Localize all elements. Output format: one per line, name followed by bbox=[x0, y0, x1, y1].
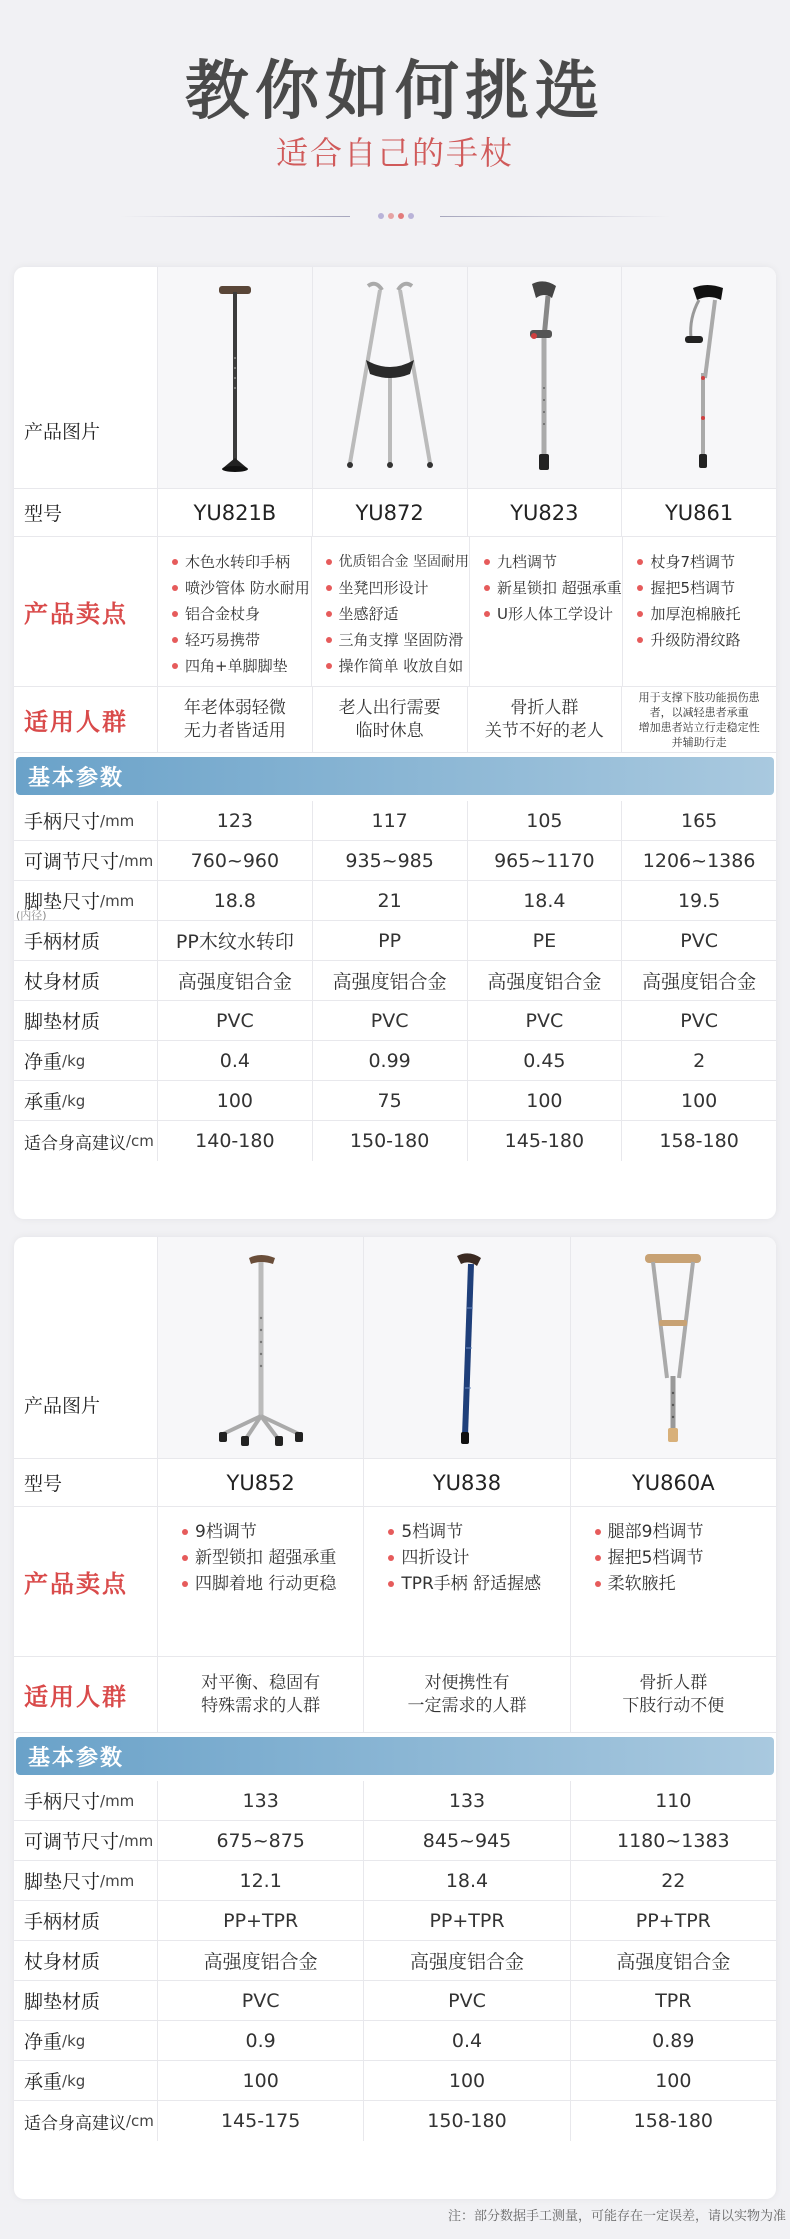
feature-item: 九档调节 bbox=[484, 549, 623, 575]
param-row-load bbox=[14, 1081, 776, 1121]
value-cell: 158-180 bbox=[633, 2110, 714, 2132]
value-cell: 117 bbox=[313, 801, 468, 840]
feature-item: 四角+单脚脚垫 bbox=[172, 653, 311, 679]
value-cell: PP木纹水转印 bbox=[158, 921, 313, 960]
param-row-adjust-size bbox=[14, 841, 776, 881]
product-image-yu860a bbox=[571, 1237, 776, 1458]
value-cell: 12.1 bbox=[158, 1861, 364, 1900]
value-cell: 100 bbox=[680, 1089, 718, 1112]
feature-item: 铝合金杖身 bbox=[172, 601, 311, 627]
image-row bbox=[14, 267, 776, 489]
feature-item: 木色水转印手柄 bbox=[172, 549, 311, 575]
model-row bbox=[14, 489, 776, 537]
value-cell: PVC bbox=[680, 1009, 718, 1032]
forearm-crutch-icon bbox=[504, 278, 584, 478]
feature-item: 坐凳凹形设计 bbox=[326, 575, 469, 601]
model-row bbox=[14, 1459, 776, 1507]
people-cell: 对便携性有 一定需求的人群 bbox=[364, 1657, 570, 1732]
param-row-height bbox=[14, 2101, 776, 2141]
section-header-params: 基本参数 bbox=[16, 1737, 774, 1775]
people-cell: 骨折人群 下肢行动不便 bbox=[622, 1672, 725, 1716]
value-cell: 100 bbox=[468, 1081, 623, 1120]
people-cell: 年老体弱轻微 无力者皆适用 bbox=[158, 687, 313, 752]
value-cell: 145-175 bbox=[158, 2101, 364, 2141]
param-row-pad-material bbox=[14, 1981, 776, 2021]
row-label-model: 型号 bbox=[14, 1459, 158, 1506]
param-row-handle-material bbox=[14, 921, 776, 961]
image-row bbox=[14, 1237, 776, 1459]
features-cell bbox=[623, 537, 776, 686]
row-label: 可调节尺寸 /mm bbox=[14, 1821, 158, 1860]
param-row-handle-size bbox=[14, 1781, 776, 1821]
people-cell: 骨折人群 关节不好的老人 bbox=[468, 687, 623, 752]
value-cell: PVC bbox=[468, 1001, 623, 1040]
value-cell: 高强度铝合金 bbox=[364, 1941, 570, 1980]
value-cell: 845~945 bbox=[364, 1821, 570, 1860]
model-cell: YU823 bbox=[468, 489, 623, 536]
row-label: 脚垫尺寸 /mm (内径) bbox=[14, 881, 158, 920]
quad-cane-icon bbox=[201, 1248, 321, 1448]
param-row-handle-size bbox=[14, 801, 776, 841]
value-cell: 2 bbox=[693, 1049, 706, 1072]
value-cell: 1206~1386 bbox=[642, 849, 756, 872]
value-cell: 133 bbox=[364, 1781, 570, 1820]
features-cell bbox=[312, 537, 470, 686]
model-cell: YU860A bbox=[631, 1470, 715, 1495]
param-row-height bbox=[14, 1121, 776, 1161]
product-image-yu872 bbox=[313, 267, 468, 488]
features-cell bbox=[364, 1507, 570, 1656]
value-cell: PVC bbox=[364, 1981, 570, 2020]
value-cell: 1180~1383 bbox=[617, 1829, 730, 1852]
param-row-pad-material bbox=[14, 1001, 776, 1041]
model-cell: YU861 bbox=[664, 500, 734, 525]
folding-cane-icon bbox=[427, 1248, 507, 1448]
page-subtitle: 适合自己的手杖 bbox=[275, 134, 514, 172]
single-cane-icon bbox=[195, 278, 275, 478]
armpit-crutch-icon bbox=[659, 278, 739, 478]
value-cell: 高强度铝合金 bbox=[158, 961, 313, 1000]
feature-item: 杖身7档调节 bbox=[637, 549, 776, 575]
model-cell: YU821B bbox=[158, 489, 313, 536]
value-cell: 高强度铝合金 bbox=[468, 961, 623, 1000]
feature-item: 腿部9档调节 bbox=[595, 1519, 776, 1545]
comparison-table-1 bbox=[14, 267, 776, 1219]
row-label: 承重 /kg bbox=[14, 1081, 158, 1120]
value-cell: 18.8 bbox=[158, 881, 313, 920]
value-cell: 105 bbox=[468, 801, 623, 840]
value-cell: PVC bbox=[158, 1001, 313, 1040]
row-label: 杖身材质 bbox=[14, 961, 158, 1000]
value-cell: 0.4 bbox=[364, 2021, 570, 2060]
value-cell: 675~875 bbox=[158, 1821, 364, 1860]
feature-item: 喷沙管体 防水耐用 bbox=[172, 575, 311, 601]
row-label: 手柄尺寸 /mm bbox=[14, 801, 158, 840]
value-cell: 145-180 bbox=[468, 1121, 623, 1161]
feature-item: 握把5档调节 bbox=[595, 1545, 776, 1571]
row-label: 手柄材质 bbox=[14, 921, 158, 960]
value-cell: 165 bbox=[680, 809, 718, 832]
model-cell: YU838 bbox=[364, 1459, 570, 1506]
value-cell: 123 bbox=[158, 801, 313, 840]
row-label: 杖身材质 bbox=[14, 1941, 158, 1980]
feature-item: 坐感舒适 bbox=[326, 601, 469, 627]
product-image-yu861 bbox=[622, 267, 776, 488]
value-cell: 133 bbox=[158, 1781, 364, 1820]
value-cell: 100 bbox=[655, 2069, 692, 2092]
value-cell: 100 bbox=[158, 2061, 364, 2100]
footnote: 注：部分数据手工测量，可能存在一定误差，请以实物为准 bbox=[447, 2209, 786, 2224]
value-cell: 760~960 bbox=[158, 841, 313, 880]
value-cell: 21 bbox=[313, 881, 468, 920]
value-cell: PE bbox=[468, 921, 623, 960]
value-cell: 0.45 bbox=[468, 1041, 623, 1080]
feature-item: TPR手柄 舒适握感 bbox=[388, 1571, 569, 1597]
value-cell: 150-180 bbox=[313, 1121, 468, 1161]
feature-item: 柔软腋托 bbox=[595, 1571, 776, 1597]
people-cell: 用于支撑下肢功能损伤患 者，以减轻患者承重 增加患者站立行走稳定性 并辅助行走 bbox=[638, 690, 760, 749]
feature-item: 握把5档调节 bbox=[637, 575, 776, 601]
row-label: 适合身高建议 /cm bbox=[14, 1121, 158, 1161]
features-cell bbox=[158, 537, 312, 686]
param-row-body-material bbox=[14, 961, 776, 1001]
value-cell: 0.89 bbox=[652, 2029, 695, 2052]
row-label: 净重 /kg bbox=[14, 1041, 158, 1080]
param-row-handle-material bbox=[14, 1901, 776, 1941]
row-label: 手柄尺寸 /mm bbox=[14, 1781, 158, 1820]
divider-ornament bbox=[120, 208, 670, 224]
feature-item: 新星锁扣 超强承重 bbox=[484, 575, 623, 601]
row-label-model: 型号 bbox=[14, 489, 158, 536]
page-header bbox=[0, 0, 790, 260]
value-cell: 高强度铝合金 bbox=[313, 961, 468, 1000]
value-cell: PVC bbox=[680, 929, 718, 952]
value-cell: 0.4 bbox=[158, 1041, 313, 1080]
value-cell: 高强度铝合金 bbox=[616, 1951, 731, 1973]
value-cell: 19.5 bbox=[677, 889, 721, 912]
param-row-weight bbox=[14, 2021, 776, 2061]
feature-item: 四折设计 bbox=[388, 1545, 569, 1571]
section-header-params: 基本参数 bbox=[16, 757, 774, 795]
row-label: 净重 /kg bbox=[14, 2021, 158, 2060]
product-image-yu821b bbox=[158, 267, 313, 488]
features-cell bbox=[158, 1507, 364, 1656]
value-cell: 18.4 bbox=[364, 1861, 570, 1900]
feature-item: 轻巧易携带 bbox=[172, 627, 311, 653]
value-cell: 18.4 bbox=[468, 881, 623, 920]
value-cell: 0.9 bbox=[158, 2021, 364, 2060]
value-cell: 100 bbox=[158, 1081, 313, 1120]
features-cell bbox=[571, 1507, 776, 1656]
value-cell: 110 bbox=[655, 1789, 692, 1812]
value-cell: 0.99 bbox=[313, 1041, 468, 1080]
row-label: 承重 /kg bbox=[14, 2061, 158, 2100]
value-cell: 140-180 bbox=[158, 1121, 313, 1161]
value-cell: PVC bbox=[158, 1981, 364, 2020]
value-cell: PVC bbox=[313, 1001, 468, 1040]
model-cell: YU872 bbox=[313, 489, 468, 536]
people-row bbox=[14, 1657, 776, 1733]
feature-item: 加厚泡棉腋托 bbox=[637, 601, 776, 627]
features-cell bbox=[470, 537, 624, 686]
row-label: 手柄材质 bbox=[14, 1901, 158, 1940]
people-cell: 老人出行需要 临时休息 bbox=[313, 687, 468, 752]
seat-cane-icon bbox=[330, 278, 450, 478]
value-cell: 100 bbox=[364, 2061, 570, 2100]
value-cell: 150-180 bbox=[364, 2101, 570, 2141]
row-label: 脚垫材质 bbox=[14, 1981, 158, 2020]
feature-item: U形人体工学设计 bbox=[484, 601, 623, 627]
product-image-yu823 bbox=[468, 267, 623, 488]
row-label-features: 产品卖点 bbox=[14, 1507, 158, 1656]
feature-item: 优质铝合金 坚固耐用 bbox=[326, 549, 469, 575]
row-label: 适合身高建议 /cm bbox=[14, 2101, 158, 2141]
param-row-pad-size bbox=[14, 881, 776, 921]
page-title: 教你如何挑选 bbox=[185, 55, 605, 129]
value-cell: PP+TPR bbox=[158, 1901, 364, 1940]
value-cell: PP+TPR bbox=[364, 1901, 570, 1940]
feature-item: 9档调节 bbox=[182, 1519, 363, 1545]
param-row-pad-size bbox=[14, 1861, 776, 1901]
model-cell: YU852 bbox=[158, 1459, 364, 1506]
product-image-yu838 bbox=[364, 1237, 570, 1458]
row-label: 可调节尺寸 /mm bbox=[14, 841, 158, 880]
value-cell: 75 bbox=[313, 1081, 468, 1120]
value-cell: 158-180 bbox=[659, 1130, 739, 1152]
comparison-table-2 bbox=[14, 1237, 776, 2199]
value-cell: 高强度铝合金 bbox=[642, 971, 757, 993]
param-row-load bbox=[14, 2061, 776, 2101]
feature-item: 三角支撑 坚固防滑 bbox=[326, 627, 469, 653]
feature-item: 升级防滑纹路 bbox=[637, 627, 776, 653]
row-label-people: 适用人群 bbox=[14, 687, 158, 752]
people-row bbox=[14, 687, 776, 753]
row-label: 脚垫尺寸 /mm bbox=[14, 1861, 158, 1900]
features-row bbox=[14, 1507, 776, 1657]
feature-item: 操作简单 收放自如 bbox=[326, 653, 469, 679]
product-image-yu852 bbox=[158, 1237, 364, 1458]
underarm-crutch-icon bbox=[623, 1248, 723, 1448]
value-cell: PP+TPR bbox=[635, 1909, 711, 1932]
row-label-image: 产品图片 bbox=[14, 267, 158, 488]
feature-item: 新型锁扣 超强承重 bbox=[182, 1545, 363, 1571]
row-label-people: 适用人群 bbox=[14, 1657, 158, 1732]
param-row-body-material bbox=[14, 1941, 776, 1981]
features-row bbox=[14, 537, 776, 687]
row-label-features: 产品卖点 bbox=[14, 537, 158, 686]
value-cell: PP bbox=[313, 921, 468, 960]
row-label: 脚垫材质 bbox=[14, 1001, 158, 1040]
people-cell: 对平衡、稳固有 特殊需求的人群 bbox=[158, 1657, 364, 1732]
param-row-weight bbox=[14, 1041, 776, 1081]
value-cell: 935~985 bbox=[313, 841, 468, 880]
value-cell: TPR bbox=[655, 1989, 692, 2012]
row-label-image: 产品图片 bbox=[14, 1237, 158, 1458]
feature-item: 四脚着地 行动更稳 bbox=[182, 1571, 363, 1597]
value-cell: 965~1170 bbox=[468, 841, 623, 880]
value-cell: 高强度铝合金 bbox=[158, 1941, 364, 1980]
param-row-adjust-size bbox=[14, 1821, 776, 1861]
feature-item: 5档调节 bbox=[388, 1519, 569, 1545]
value-cell: 22 bbox=[661, 1869, 686, 1892]
